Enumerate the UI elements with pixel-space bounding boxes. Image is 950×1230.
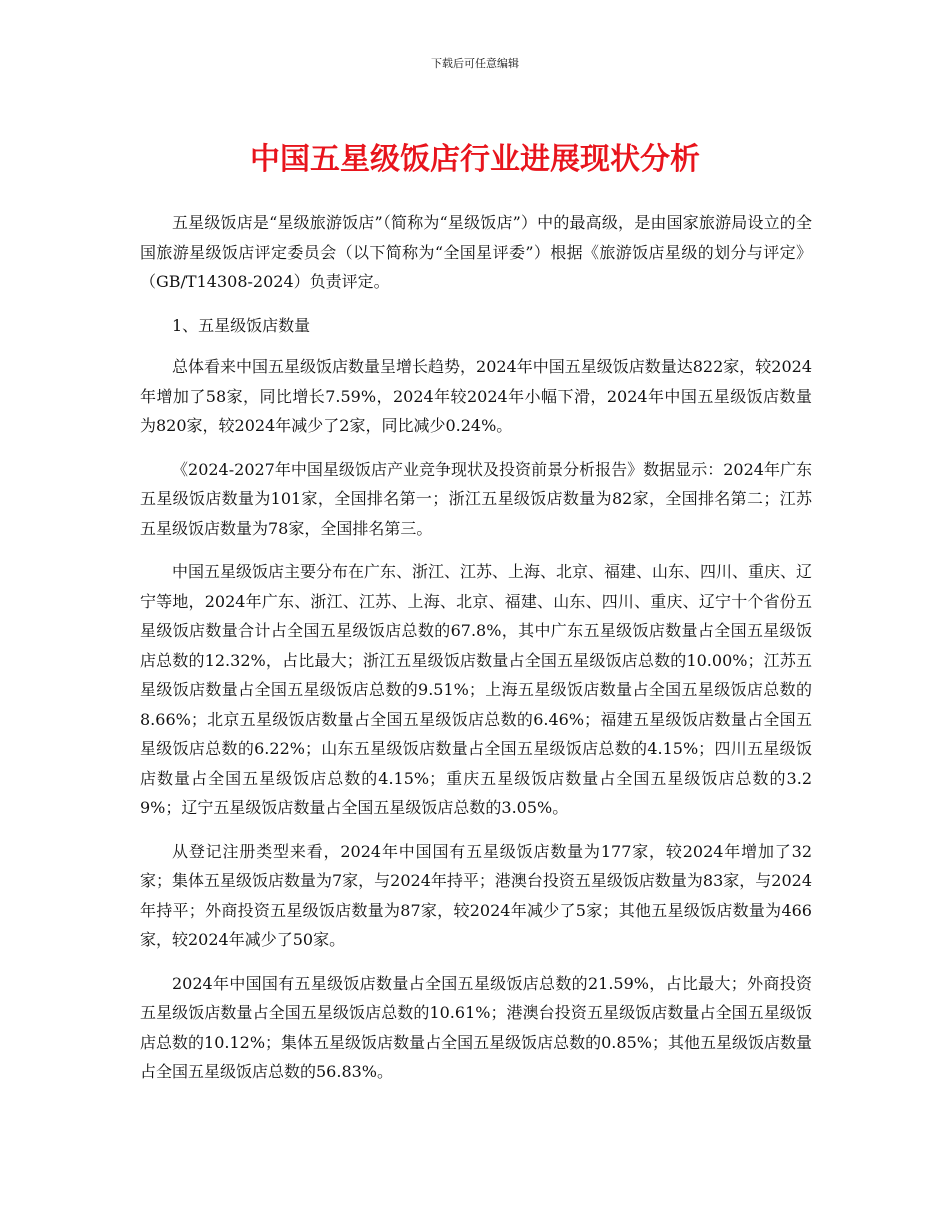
section-heading: 1、五星级饭店数量	[172, 315, 311, 335]
document-title: 中国五星级饭店行业进展现状分析	[250, 142, 700, 177]
paragraph-registration-type: 从登记注册类型来看，2024年中国国有五星级饭店数量为177家，较2024年增加了32家；集体五星级饭店数量为7家，与2024年持平；港澳台投资五星级饭店数量为83家，与2024年持平；外商投资五星级饭店数量为87家，较2024年减少了5家；其他五星级饭店数量为466家，较2024年减少了50家。	[140, 841, 812, 949]
paragraph-trend: 总体看来中国五星级饭店数量呈增长趋势，2024年中国五星级饭店数量达822家，较2024年增加了58家，同比增长7.59%，2024年较2024年小幅下滑，2024年中国五星级饭店数量为820家，较2024年减少了2家，同比减少0.24%。	[140, 357, 812, 435]
paragraph-share: 2024年中国国有五星级饭店数量占全国五星级饭店总数的21.59%，占比最大；外商投资五星级饭店数量占全国五星级饭店总数的10.61%；港澳台投资五星级饭店数量占全国五星级饭店总数的10.12%；集体五星级饭店数量占全国五星级饭店总数的0.85%；其他五星级饭店数量占全国五星级饭店总数的56.83%。	[140, 973, 812, 1081]
paragraph-intro: 五星级饭店是“星级旅游饭店”（简称为“星级饭店”）中的最高级，是由国家旅游局设立的全国旅游星级饭店评定委员会（以下简称为“全国星评委”）根据《旅游饭店星级的划分与评定》（GB/T14308-2024）负责评定。	[140, 213, 812, 291]
header-note: 下载后可任意编辑	[431, 57, 519, 70]
paragraph-distribution: 中国五星级饭店主要分布在广东、浙江、江苏、上海、北京、福建、山东、四川、重庆、辽宁等地，2024年广东、浙江、江苏、上海、北京、福建、山东、四川、重庆、辽宁十个省份五星级饭店数量合计占全国五星级饭店总数的67.8%，其中广东五星级饭店数量占全国五星级饭店总数的12.32%，占比最大；浙江五星级饭店数量占全国五星级饭店总数的10.00%；江苏五星级饭店数量占全国五星级饭店总数的9.51%；上海五星级饭店数量占全国五星级饭店总数的8.66%；北京五星级饭店数量占全国五星级饭店总数的6.46%；福建五星级饭店数量占全国五星级饭店总数的6.22%；山东五星级饭店数量占全国五星级饭店总数的4.15%；四川五星级饭店数量占全国五星级饭店总数的4.15%；重庆五星级饭店数量占全国五星级饭店总数的3.29%；辽宁五星级饭店数量占全国五星级饭店总数的3.05%。	[140, 562, 813, 817]
document-body	[140, 208, 812, 1101]
paragraph-ranking: 《2024-2027年中国星级饭店产业竞争现状及投资前景分析报告》数据显示：2024年广东五星级饭店数量为101家，全国排名第一；浙江五星级饭店数量为82家，全国排名第二；江苏五星级饭店数量为78家，全国排名第三。	[140, 459, 812, 538]
